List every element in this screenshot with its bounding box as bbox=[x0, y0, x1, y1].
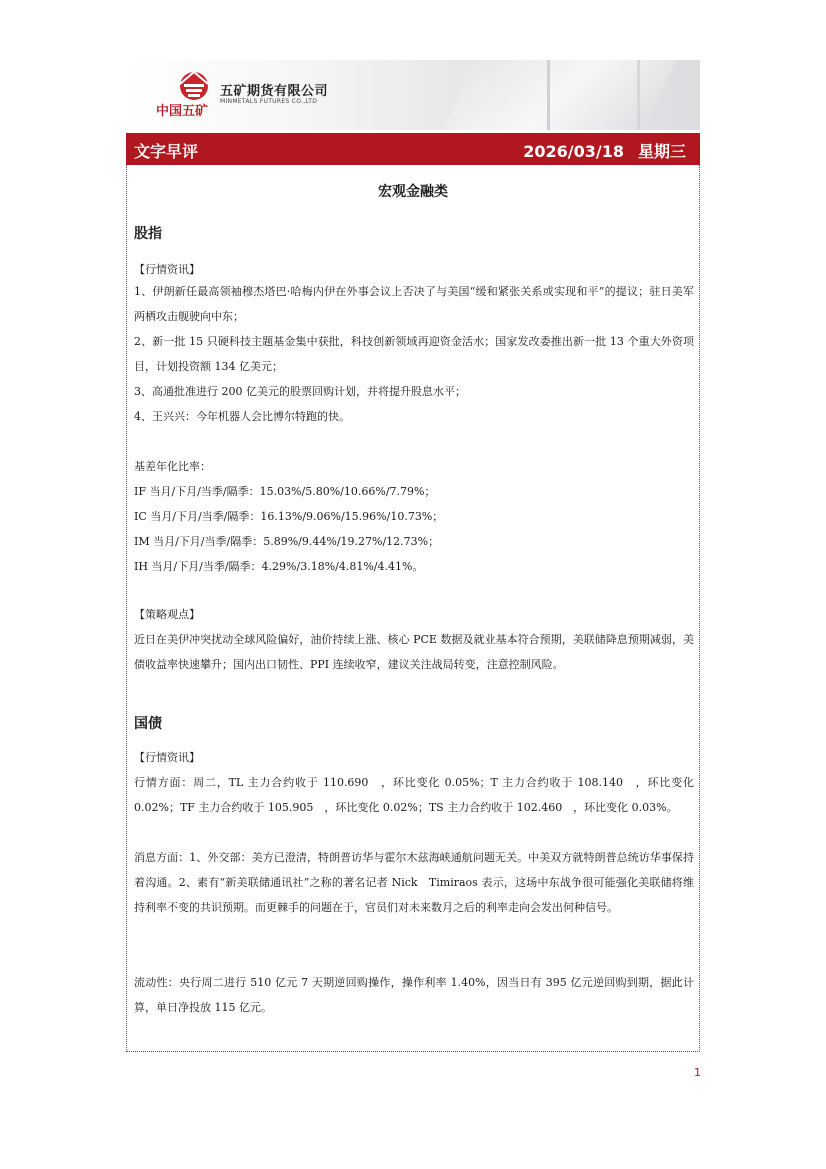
report-date: 2026/03/18 bbox=[523, 142, 624, 161]
page-number: 1 bbox=[694, 1066, 701, 1079]
treasury-market-text: 行情方面：周二，TL 主力合约收于 110.690 ，环比变化 0.05%；T 主力合约收于 108.140 ，环比变化 0.02%；TF 主力合约收于 105.905 ，环比变化 0.02%；TS 主力合约收于 102.460 ，环比变化 0.03%。 bbox=[134, 776, 694, 814]
treasury-liquidity-text: 流动性：央行周二进行 510 亿元 7 天期逆回购操作，操作利率 1.40%，因当日有 395 亿元逆回购到期，据此计算，单日净投放 115 亿元。 bbox=[134, 976, 694, 1014]
basis-row: IM 当月/下月/当季/隔季：5.89%/9.44%/19.27%/12.73%； bbox=[134, 535, 440, 548]
basis-title: 基差年化比率： bbox=[134, 460, 211, 473]
stock-news-item: 3、高通批准进行 200 亿美元的股票回购计划，并将提升股息水平； bbox=[134, 385, 466, 398]
basis-row: IF 当月/下月/当季/隔季：15.03%/5.80%/10.66%/7.79%； bbox=[134, 485, 436, 498]
basis-row: IC 当月/下月/当季/隔季：16.13%/9.06%/15.96%/10.73%； bbox=[134, 510, 444, 523]
treasury-news-text: 消息方面：1、外交部：美方已澄清，特朗普访华与霍尔木兹海峡通航问题无关。中美双方就特朗普总统访华事保持着沟通。2、素有“新美联储通讯社”之称的著名记者 Nick Timiraos 表示，这场中东战争很可能强化美联储将维持利率不变的共识预期。而更棘手的问题在于，官员们对未来数月之后的利率走向会发出何种信号。 bbox=[134, 851, 694, 914]
strategy-tag: 【策略观点】 bbox=[134, 608, 200, 621]
stock-news-item: 1、伊朗新任最高领袖穆杰塔巴·哈梅内伊在外事会议上否决了与美国“缓和紧张关系或实现和平”的提议；驻日美军两栖攻击舰驶向中东； bbox=[134, 285, 694, 323]
stock-news-tag: 【行情资讯】 bbox=[134, 263, 200, 276]
header-banner bbox=[126, 60, 700, 130]
company-name-cn: 五矿期货有限公司 bbox=[220, 84, 329, 99]
report-type: 文字早评 bbox=[134, 142, 199, 161]
logo-text: 中国五矿 bbox=[156, 104, 209, 119]
company-name-en: MINMETALS FUTURES CO.,LTD bbox=[220, 98, 318, 105]
section-title: 宏观金融类 bbox=[378, 184, 448, 200]
content-box bbox=[126, 165, 700, 1052]
stock-news-item: 2、新一批 15 只硬科技主题基金集中获批，科技创新领域再迎资金活水；国家发改委推出新一批 13 个重大外资项目，计划投资额 134 亿美元； bbox=[134, 335, 694, 373]
strategy-text: 近日在美伊冲突扰动全球风险偏好，油价持续上涨、核心 PCE 数据及就业基本符合预期，美联储降息预期减弱，美债收益率快速攀升；国内出口韧性、PPI 连续收窄，建议关注战局转变，注意控制风险。 bbox=[134, 633, 694, 671]
stock-index-heading: 股指 bbox=[134, 226, 162, 242]
treasury-news-tag: 【行情资讯】 bbox=[134, 751, 200, 764]
basis-row: IH 当月/下月/当季/隔季：4.29%/3.18%/4.81%/4.41%。 bbox=[134, 560, 424, 573]
report-weekday: 星期三 bbox=[637, 142, 686, 161]
stock-news-item: 4、王兴兴：今年机器人会比博尔特跑的快。 bbox=[134, 410, 350, 423]
title-bar bbox=[126, 133, 700, 165]
treasury-heading: 国债 bbox=[134, 716, 162, 732]
report-date-block bbox=[509, 139, 686, 162]
